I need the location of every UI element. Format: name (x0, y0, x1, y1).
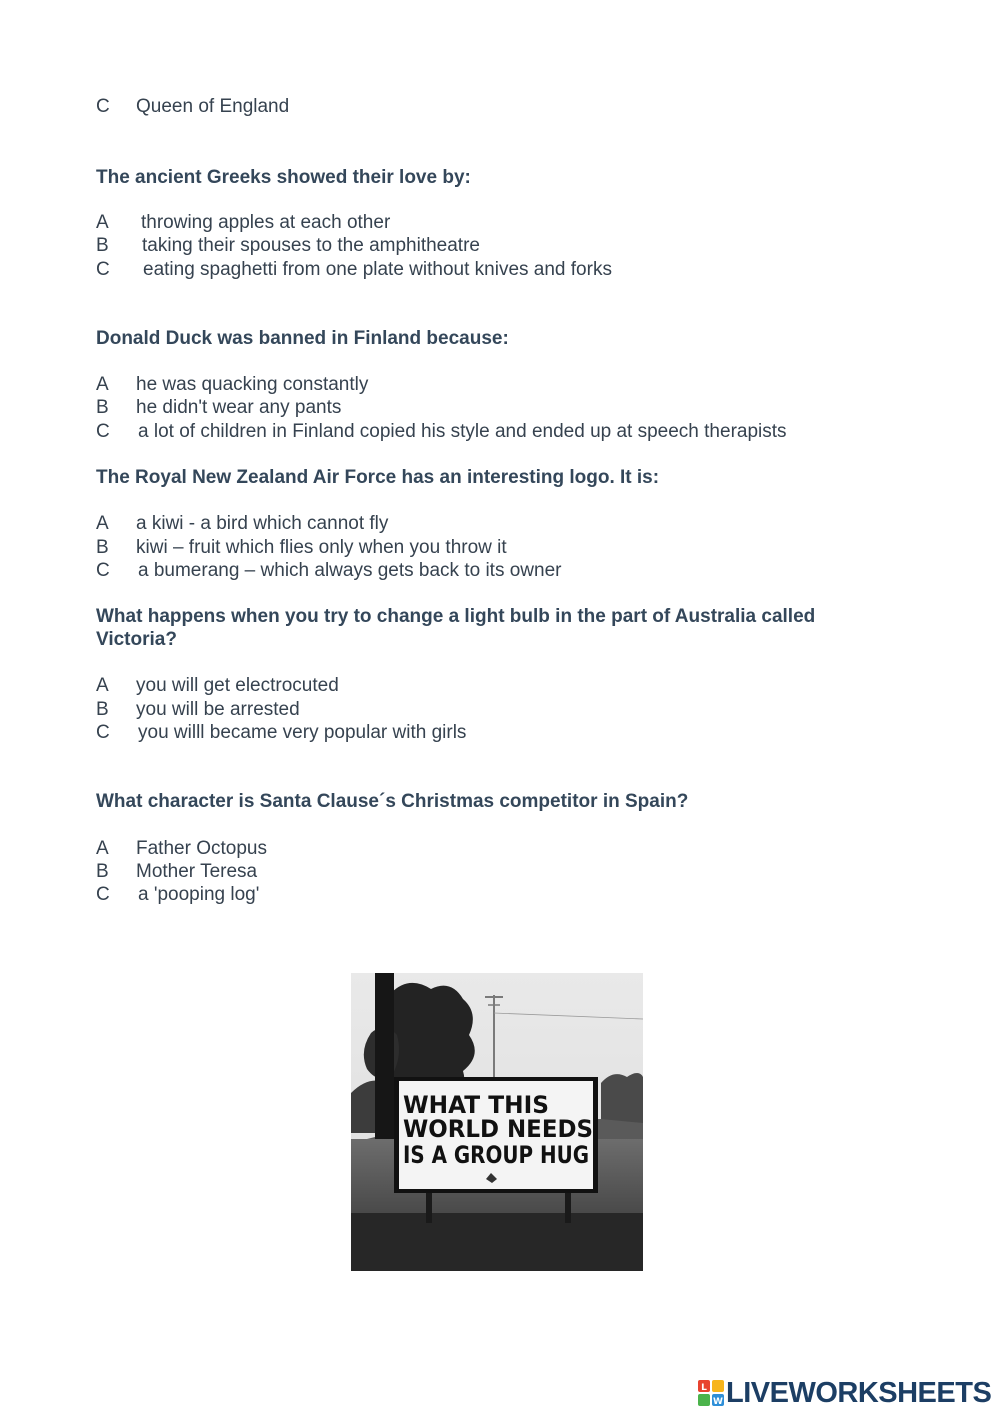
option-text: he didn't wear any pants (136, 397, 342, 418)
question-1-option-c (96, 258, 612, 281)
group-hug-sign-photo (351, 973, 643, 1271)
option-text: a bumerang – which always gets back to its owner (138, 560, 562, 581)
option-text: Father Octopus (136, 838, 267, 859)
question-5-option-c (96, 883, 259, 906)
option-letter: B (96, 537, 109, 558)
option-text: throwing apples at each other (141, 212, 391, 233)
liveworksheets-logo-icon (698, 1380, 724, 1406)
option-text: a 'pooping log' (138, 884, 260, 905)
option-text: a lot of children in Finland copied his style and ended up at speech therapists (138, 421, 787, 442)
option-letter: B (96, 397, 109, 418)
option-text: kiwi – fruit which flies only when you throw it (136, 537, 507, 558)
option-letter: A (96, 513, 109, 534)
question-4-option-b (96, 698, 300, 721)
option-letter: C (96, 259, 110, 280)
option-letter: C (96, 560, 110, 581)
question-2-option-b (96, 396, 341, 419)
option-text: you will be arrested (136, 699, 300, 720)
question-2-text: Donald Duck was banned in Finland because: (96, 328, 509, 349)
option-letter: B (96, 699, 109, 720)
question-3-option-a (96, 512, 388, 535)
option-letter: A (96, 838, 109, 859)
question-3-text: The Royal New Zealand Air Force has an interesting logo. It is: (96, 467, 660, 488)
question-4-option-c (96, 721, 466, 744)
question-5-option-b (96, 860, 257, 883)
logo-letter: W (713, 1397, 723, 1406)
question-3-option-c (96, 559, 562, 582)
option-text: eating spaghetti from one plate without knives and forks (143, 259, 612, 280)
intro-option (96, 95, 289, 118)
question-1-option-b (96, 234, 480, 257)
option-letter: C (96, 722, 110, 743)
option-text: you will get electrocuted (136, 675, 339, 696)
option-text: he was quacking constantly (136, 374, 369, 395)
question-2-option-c (96, 420, 787, 443)
sign-line-2: WORLD NEEDS (403, 1115, 593, 1143)
question-5-text: What character is Santa Clause´s Christmas competitor in Spain? (96, 791, 689, 812)
option-text: Queen of England (136, 96, 290, 117)
option-letter: B (96, 861, 109, 882)
question-4-text-line2: Victoria? (96, 629, 177, 650)
question-4-option-a (96, 674, 339, 697)
question-4-text-line1: What happens when you try to change a light bulb in the part of Australia called (96, 606, 816, 627)
question-2-option-a (96, 373, 368, 396)
sign-line-1: WHAT THIS (403, 1091, 549, 1119)
question-3-option-b (96, 536, 507, 559)
brand-name: LIVEWORKSHEETS (726, 1376, 992, 1409)
option-text: Mother Teresa (136, 861, 258, 882)
logo-letter: L (701, 1383, 707, 1393)
option-letter: A (96, 212, 109, 233)
option-letter: B (96, 235, 109, 256)
option-letter: C (96, 96, 110, 117)
question-5-option-a (96, 837, 267, 860)
question-1-option-a (96, 211, 390, 234)
option-letter: C (96, 421, 110, 442)
option-letter: A (96, 675, 109, 696)
liveworksheets-brand[interactable] (698, 1377, 991, 1409)
option-text: taking their spouses to the amphitheatre (142, 235, 480, 256)
option-letter: A (96, 374, 109, 395)
option-letter: C (96, 884, 110, 905)
question-1-text: The ancient Greeks showed their love by: (96, 167, 471, 188)
option-text: a kiwi - a bird which cannot fly (136, 513, 389, 534)
sign-line-3: IS A GROUP HUG (403, 1141, 589, 1169)
option-text: you willl became very popular with girls (138, 722, 467, 743)
